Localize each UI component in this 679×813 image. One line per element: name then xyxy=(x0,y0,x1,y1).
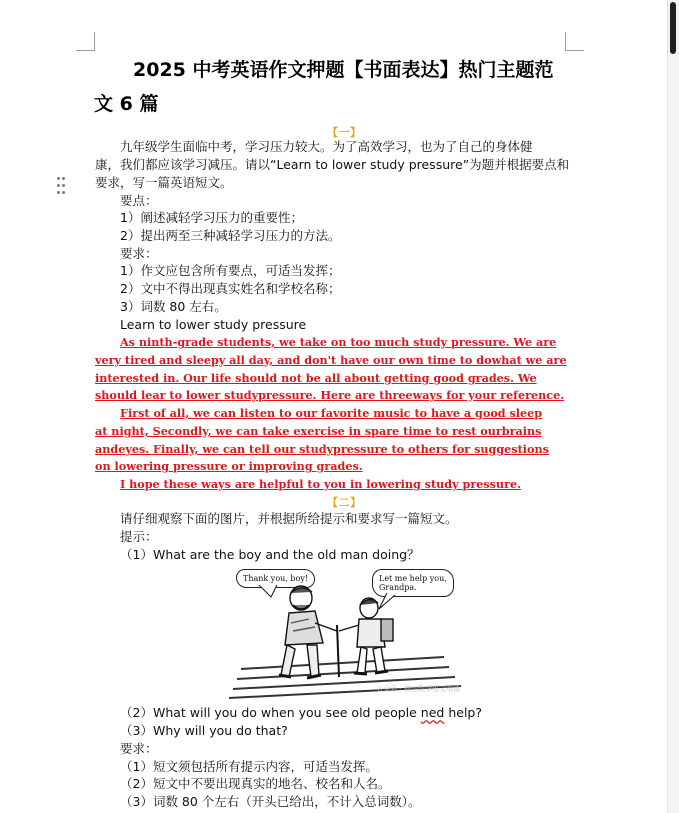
requirement-item: 2）文中不得出现真实姓名和学校名称； xyxy=(120,281,341,296)
essay-line: First of all, we can listen to our favorite music to have a good sleep xyxy=(120,406,543,420)
section-2-intro: 请仔细观察下面的图片，并根据所给提示和要求写一篇短文。 xyxy=(120,511,458,526)
hint-item: （1）What are the boy and the old man doing？ xyxy=(120,547,420,562)
drag-handle-icon[interactable] xyxy=(56,174,68,190)
section-1-intro-line1: 九年级学生面临中考，学习压力较大。为了高效学习，也为了自己的身体健 xyxy=(120,139,533,154)
speech-bubble-boy-line1: Let me help you, xyxy=(379,574,447,583)
scrollbar-thumb[interactable] xyxy=(670,2,676,54)
hints-label: 提示： xyxy=(120,529,158,544)
crop-mark-top-right xyxy=(565,32,584,51)
illustration-boy-helping-old-man xyxy=(219,565,466,700)
document-title-line2: 文 6 篇 xyxy=(94,93,159,115)
essay-line: I hope these ways are helpful to you in lowering study pressure. xyxy=(120,477,521,491)
essay-line: very tired and sleepy all day, and don't have our own time to dowhat we are xyxy=(95,353,567,367)
essay-line: on lowering pressure or improving grades. xyxy=(95,459,363,473)
point-item: 2）提出两至三种减轻学习压力的方法。 xyxy=(120,228,341,243)
speech-bubble-boy-line2: Grandpa. xyxy=(379,583,417,592)
points-label: 要点： xyxy=(120,193,158,208)
crop-mark-top-left xyxy=(76,32,95,51)
point-item: 1）阐述减轻学习压力的重要性； xyxy=(120,210,303,225)
illustration-drawing xyxy=(219,565,466,700)
image-watermark: 公众号 · 初三数学语文英语 xyxy=(376,685,460,693)
hint-item: （3）Why will you do that? xyxy=(120,723,288,738)
hint2-prefix: （2）What will you do when you see old people xyxy=(120,705,421,720)
spelling-error-word[interactable]: ned xyxy=(420,705,445,720)
requirement-item: 1）作文应包含所有要点，可适当发挥； xyxy=(120,263,341,278)
essay-line: As ninth-grade students, we take on too much study pressure. We are xyxy=(120,335,557,349)
essay-line: interested in. Our life should not be all about getting good grades. We xyxy=(95,371,537,385)
speech-bubble-old-man: Thank you, boy! xyxy=(236,569,315,588)
requirement-item: 3）词数 80 左右。 xyxy=(120,299,227,314)
requirement-item: （1）短文须包括所有提示内容，可适当发挥。 xyxy=(120,759,378,774)
essay-title: Learn to lower study pressure xyxy=(120,317,307,332)
essay-line: should lear to lower studypressure. Here are threeways for your reference. xyxy=(95,388,565,402)
hint-item xyxy=(120,704,482,722)
section-2-marker: 【二】 xyxy=(327,496,362,509)
requirements-label: 要求： xyxy=(120,741,158,756)
section-1-marker: 【一】 xyxy=(327,126,362,139)
requirement-item: （3）词数 80 个左右（开头已给出，不计入总词数）。 xyxy=(120,794,421,809)
section-1-intro-line3: 要求，写一篇英语短文。 xyxy=(95,175,233,190)
essay-line: andeyes. Finally, we can tell our studypressure to others for suggestions xyxy=(95,442,549,456)
document-title-line1: 2025 中考英语作文押题【书面表达】热门主题范 xyxy=(133,59,554,81)
hint2-suffix: help? xyxy=(444,705,482,720)
vertical-scrollbar[interactable] xyxy=(667,0,679,813)
essay-line: at night, Secondly, we can take exercise in spare time to rest ourbrains xyxy=(95,424,542,438)
section-1-intro-line2: 康，我们都应该学习减压。请以“Learn to lower study pressure”为题并根据要点和 xyxy=(95,157,570,172)
requirement-item: （2）短文中不要出现真实的地名、校名和人名。 xyxy=(120,776,391,791)
requirements-label: 要求： xyxy=(120,246,158,261)
